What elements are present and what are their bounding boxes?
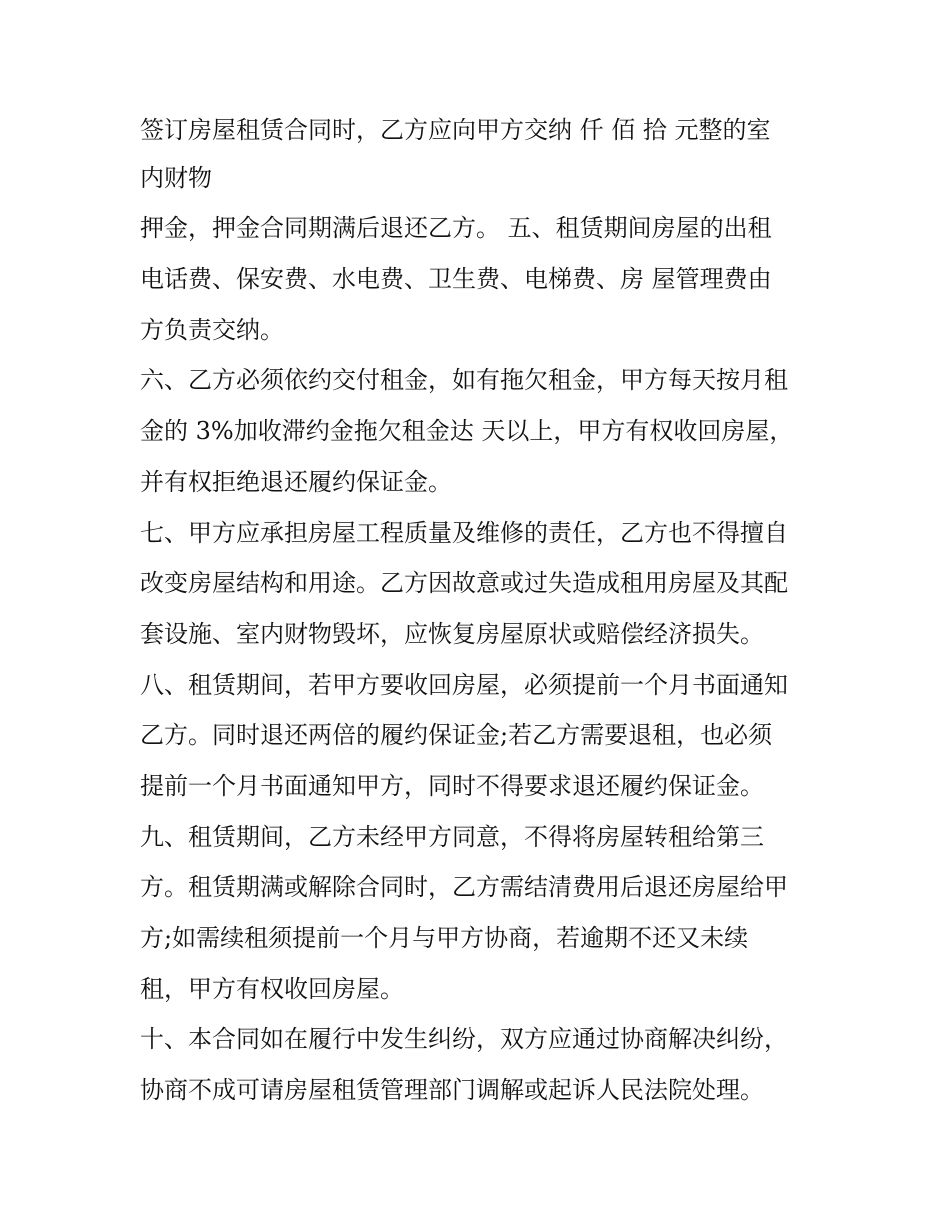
text-line: 电话费、保安费、水电费、卫生费、电梯费、房 屋管理费由 xyxy=(140,265,772,293)
text-line: 乙方。同时退还两倍的履约保证金;若乙方需要退租，也必须 xyxy=(140,721,773,749)
text-line: 方负责交纳。 xyxy=(140,316,284,344)
text-line: 协商不成可请房屋租赁管理部门调解或起诉人民法院处理。 xyxy=(140,1076,764,1104)
text-line: 六、乙方必须依约交付租金，如有拖欠租金，甲方每天按月租 xyxy=(140,366,788,394)
text-line: 方;如需续租须提前一个月与甲方协商，若逾期不还又未续 xyxy=(140,924,749,952)
text-line: 七、甲方应承担房屋工程质量及维修的责任，乙方也不得擅自 xyxy=(140,519,788,547)
text-line: 金的 3%加收滞约金拖欠租金达 天以上，甲方有权收回房屋， xyxy=(140,417,794,445)
text-line: 改变房屋结构和用途。乙方因故意或过失造成租用房屋及其配 xyxy=(140,569,788,597)
text-line: 十、本合同如在履行中发生纠纷，双方应通过协商解决纠纷， xyxy=(140,1025,788,1053)
text-line: 并有权拒绝退还履约保证金。 xyxy=(140,468,452,496)
text-line: 内财物 xyxy=(140,164,212,192)
text-line: 套设施、室内财物毁坏，应恢复房屋原状或赔偿经济损失。 xyxy=(140,620,764,648)
text-line: 提前一个月书面通知甲方，同时不得要求退还履约保证金。 xyxy=(140,772,764,800)
text-line: 九、租赁期间，乙方未经甲方同意，不得将房屋转租给第三 xyxy=(140,823,764,851)
text-line: 八、租赁期间，若甲方要收回房屋，必须提前一个月书面通知 xyxy=(140,671,788,699)
text-line: 租，甲方有权收回房屋。 xyxy=(140,975,404,1003)
text-line: 方。租赁期满或解除合同时，乙方需结清费用后退还房屋给甲 xyxy=(140,873,788,901)
text-line: 押金，押金合同期满后退还乙方。 五、租赁期间房屋的出租 xyxy=(140,214,772,242)
text-line: 签订房屋租赁合同时，乙方应向甲方交纳 仟 佰 拾 元整的室 xyxy=(140,116,771,144)
